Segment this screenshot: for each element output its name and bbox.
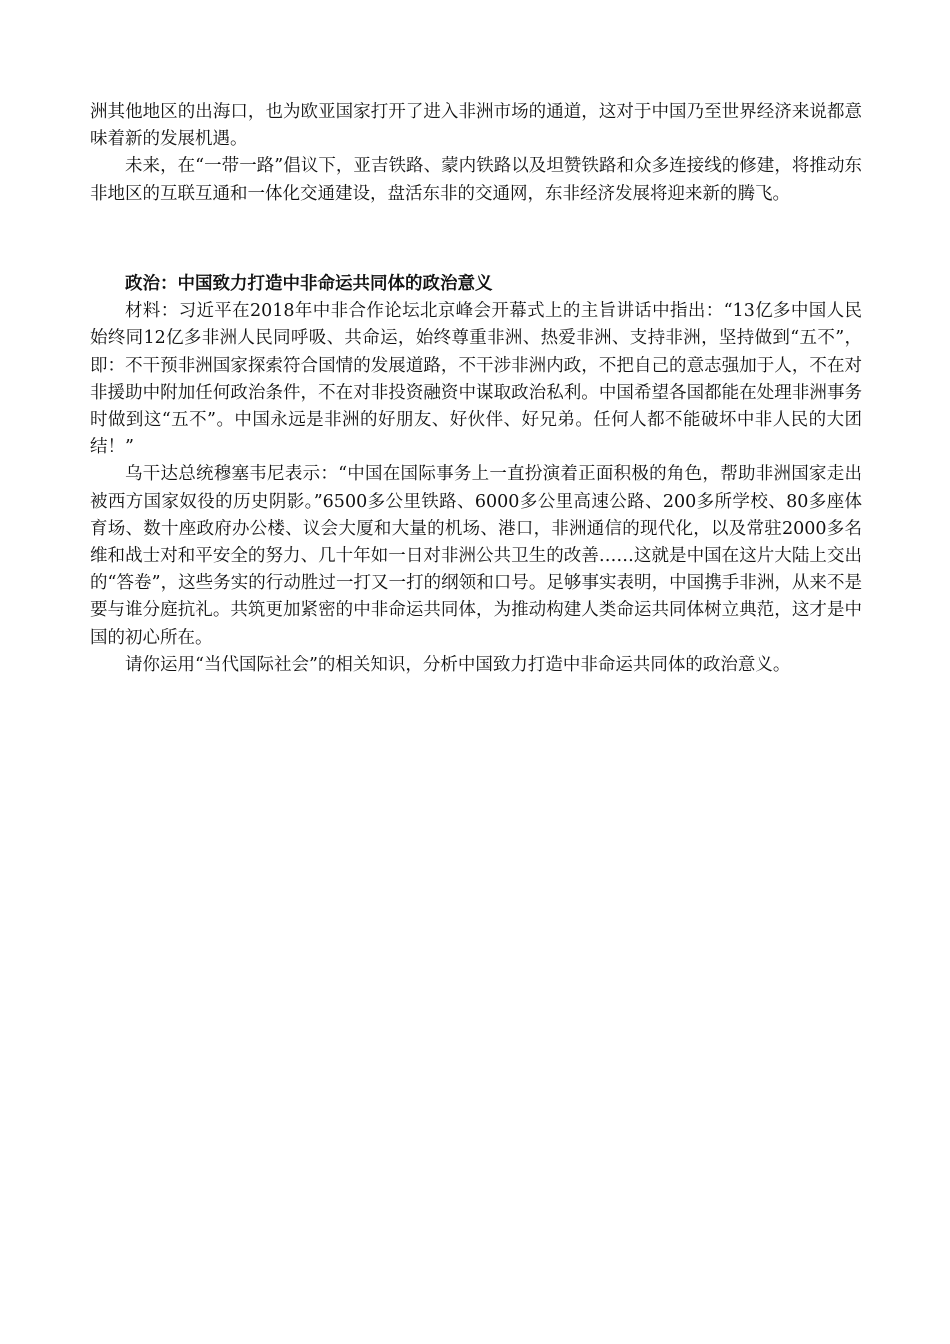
uganda-paragraph: 乌干达总统穆塞韦尼表示：“中国在国际事务上一直扮演着正面积极的角色，帮助非洲国家走出被西方国家奴役的历史阴影。”6500多公里铁路、6000多公里高速公路、200多所学校、80多座体育场、数十座政府办公楼、议会大厦和大量的机场、港口，非洲通信的现代化，以及常驻2000多名维和战士对和平安全的努力、几十年如一日对非洲公共卫生的改善……这就是中国在这片大陆上交出的“答卷”，这些务实的行动胜过一打又一打的纲领和口号。足够事实表明，中国携手非洲，从来不是要与谁分庭抗礼。共筑更加紧密的中非命运共同体，为推动构建人类命运共同体树立典范，这才是中国的初心所在。 (90, 464, 862, 648)
question-paragraph: 请你运用“当代国际社会”的相关知识，分析中国致力打造中非命运共同体的政治意义。 (125, 654, 791, 675)
future-paragraph: 未来，在“一带一路”倡议下，亚吉铁路、蒙内铁路以及坦赞铁路和众多连接线的修建，将推动东非地区的互联互通和一体化交通建设，盘活东非的交通网，东非经济发展将迎来新的腾飞。 (90, 156, 862, 204)
politics-section (90, 271, 862, 679)
material-paragraph: 材料：习近平在2018年中非合作论坛北京峰会开幕式上的主旨讲话中指出：“13亿多中国人民始终同12亿多非洲人民同呼吸、共命运，始终尊重非洲、热爱非洲、支持非洲，坚持做到“五不”，即：不干预非洲国家探索符合国情的发展道路，不干涉非洲内政，不把自己的意志强加于人，不在对非援助中附加任何政治条件，不在对非投资融资中谋取政治私利。中国希望各国都能在处理非洲事务时做到这“五不”。中国永远是非洲的好朋友、好伙伴、好兄弟。任何人都不能破坏中非人民的大团结！” (90, 301, 862, 458)
continued-paragraph: 洲其他地区的出海口，也为欧亚国家打开了进入非洲市场的通道，这对于中国乃至世界经济来说都意味着新的发展机遇。 (90, 102, 862, 150)
economy-section-tail (90, 99, 862, 208)
section-heading: 政治：中国致力打造中非命运共同体的政治意义 (125, 274, 493, 294)
